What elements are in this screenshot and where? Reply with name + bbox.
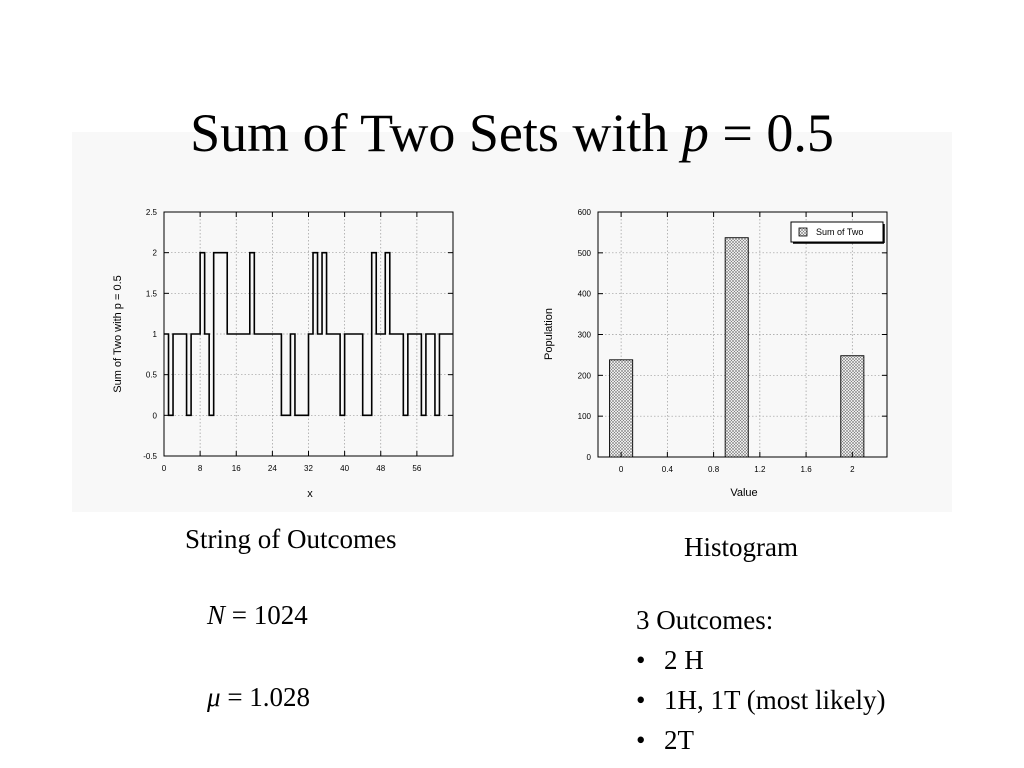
bullet-icon: • <box>636 725 646 755</box>
line-chart-x-tick-label: 24 <box>267 464 277 473</box>
line-chart <box>100 200 470 510</box>
outcome-item: • 2T <box>636 720 885 760</box>
histogram-legend <box>791 222 884 243</box>
line-chart-y-tick-label: 2 <box>152 248 157 258</box>
line-chart-x-tick-label: 56 <box>412 464 422 473</box>
histogram-y-tick-label: 100 <box>577 412 591 422</box>
outcome-item: • 1H, 1T (most likely) <box>636 680 885 720</box>
histogram-y-tick-label: 500 <box>577 248 591 258</box>
line-chart-x-axis-label: x <box>307 488 313 500</box>
line-chart-x-tick-label: 48 <box>376 464 386 473</box>
histogram-y-tick-label: 300 <box>577 330 591 340</box>
outcome-item: • 2 H <box>636 640 885 680</box>
stat-n-symbol: N <box>207 600 226 630</box>
histogram-chart <box>535 200 905 510</box>
bullet-icon: • <box>636 685 646 715</box>
stat-mu-symbol: μ <box>207 682 221 712</box>
histogram-x-tick-label: 1.6 <box>800 465 812 474</box>
caption-histogram: Histogram <box>684 532 798 562</box>
line-chart-x-tick-label: 32 <box>304 464 313 473</box>
histogram-y-tick-label: 0 <box>586 453 591 462</box>
histogram-x-axis-label: Value <box>730 487 758 499</box>
histogram-x-tick-label: 0.8 <box>708 465 720 474</box>
line-chart-y-tick-label: -0.5 <box>143 452 157 461</box>
legend-swatch <box>799 228 807 236</box>
caption-string-of-outcomes: String of Outcomes <box>185 524 397 554</box>
outcomes-heading: 3 Outcomes: <box>636 605 774 635</box>
stat-n: N = 1024 <box>207 600 308 630</box>
line-chart-y-tick-label: 1 <box>152 330 157 339</box>
histogram-bar <box>610 360 633 457</box>
legend-label: Sum of Two <box>816 227 864 237</box>
histogram-x-tick-label: 0 <box>618 465 624 474</box>
outcomes-list <box>636 600 885 760</box>
line-chart-y-tick-label: 1.5 <box>145 289 157 299</box>
stat-mu-value: 1.028 <box>249 682 311 712</box>
step-series-line <box>164 253 453 416</box>
line-chart-x-tick-label: 8 <box>197 464 203 473</box>
histogram-y-tick-label: 400 <box>577 289 591 299</box>
histogram-y-tick-label: 200 <box>577 371 591 381</box>
line-chart-x-tick-label: 0 <box>161 464 167 473</box>
line-chart-x-tick-label: 16 <box>231 464 241 473</box>
histogram-x-tick-label: 2 <box>850 465 855 474</box>
bullet-icon: • <box>636 645 646 675</box>
stat-n-value: 1024 <box>253 600 308 630</box>
stat-mu: μ = 1.028 <box>207 682 311 712</box>
line-chart-y-tick-label: 2.5 <box>145 208 157 217</box>
histogram-x-tick-label: 0.4 <box>661 465 673 474</box>
histogram-x-tick-label: 1.2 <box>754 465 766 474</box>
line-chart-x-tick-label: 40 <box>340 464 350 473</box>
slide-title: Sum of Two Sets with p = 0.5 <box>190 103 834 163</box>
line-chart-y-tick-label: 0 <box>152 411 157 421</box>
histogram-y-tick-label: 600 <box>577 208 591 217</box>
line-chart-y-axis-label: Sum of Two with p = 0.5 <box>112 275 124 393</box>
histogram-bar <box>725 238 748 457</box>
line-chart-y-tick-label: 0.5 <box>145 370 157 380</box>
histogram-y-axis-label: Population <box>543 308 555 360</box>
histogram-bar <box>841 356 864 457</box>
